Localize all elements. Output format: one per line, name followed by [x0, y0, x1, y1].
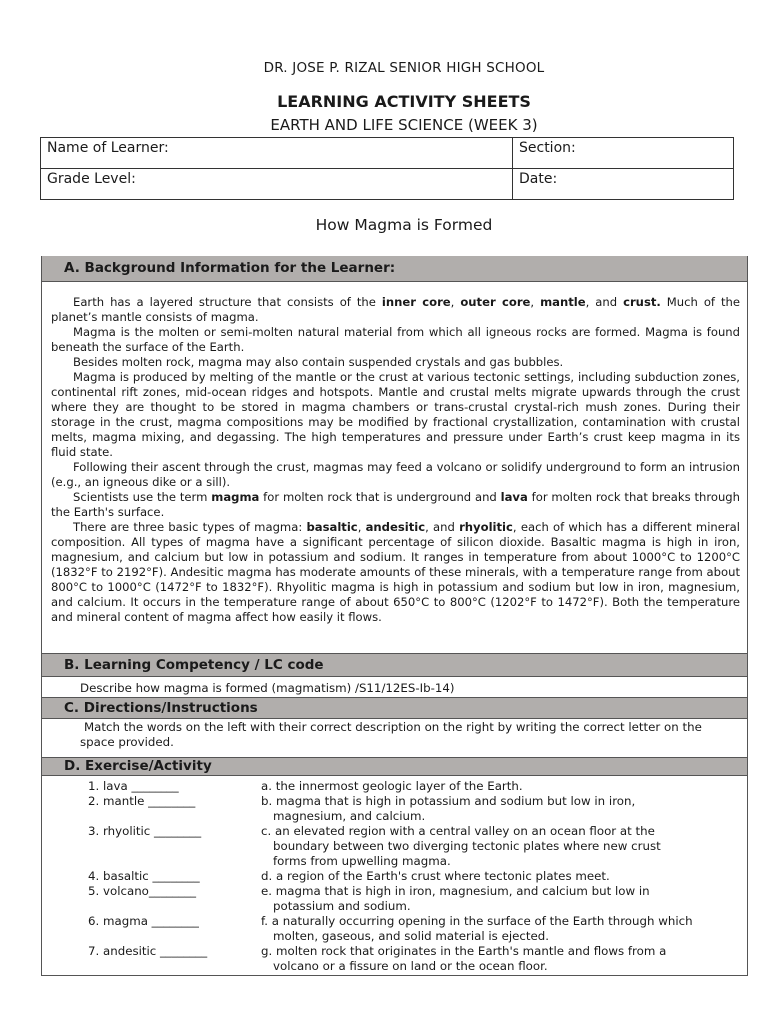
directions-text: Match the words on the left with their correct description on the right by writing the correct letter on the space provided. — [80, 720, 702, 749]
item-description: c. an elevated region with a central valley on an ocean floor at the boundary between two diverging tectonic plates where new crust forms from upwelling magma. — [261, 824, 661, 868]
paragraph-ascent: Following their ascent through the crust, magmas may feed a volcano or solidify underground to form an intrusion (e.g., an igneous dike or a sill). — [51, 460, 740, 489]
document-subtitle: EARTH AND LIFE SCIENCE (WEEK 3) — [270, 116, 538, 134]
school-name: DR. JOSE P. RIZAL SENIOR HIGH SCHOOL — [263, 60, 545, 76]
item-description: g. molten rock that originates in the Earth's mantle and flows from a volcano or a fissure on land or the ocean floor. — [261, 944, 667, 973]
name-label: Name of Learner: — [47, 140, 169, 156]
item-word[interactable]: 3. rhyolitic ________ — [88, 824, 202, 838]
section-d-heading: D. Exercise/Activity — [42, 757, 747, 776]
exercise-item — [42, 884, 747, 914]
background-information — [51, 295, 740, 625]
exercise-item — [42, 914, 747, 944]
item-word[interactable]: 6. magma ________ — [88, 914, 199, 928]
learner-info-table — [40, 137, 734, 200]
section-label: Section: — [519, 140, 576, 156]
document-title: LEARNING ACTIVITY SHEETS — [277, 92, 531, 111]
item-description: e. magma that is high in iron, magnesium, and calcium but low in potassium and sodium. — [261, 884, 650, 913]
paragraph-contents: Besides molten rock, magma may also contain suspended crystals and gas bubbles. — [73, 355, 564, 369]
exercise-item — [42, 794, 747, 824]
topic-title: How Magma is Formed — [315, 216, 493, 234]
exercise-item — [42, 824, 747, 869]
paragraph-magma-lava: Scientists use the term magma for molten rock that is underground and lava for molten rock that breaks through the Earth's surface. — [51, 490, 741, 519]
paragraph-types: There are three basic types of magma: basaltic, andesitic, and rhyolitic, each of which has a different mineral composition. All types of magma have a significant percentage of silicon dioxide. Basaltic magma is high in iron, magnesium, and calcium but low in potassium and sodium. It ranges in temperature from about 1000°C to 1200°C (1832°F to 2192°F). Andesitic magma has moderate amounts of these minerals, with a temperature range from about 800°C to 1000°C (1472°F to 1832°F). Rhyolitic magma is high in potassium and sodium but low in iron, magnesium, and calcium. It occurs in the temperature range of about 650°C to 800°C (1202°F to 1472°F). Both the temperature and mineral content of magma affect how easily it flows. — [51, 520, 741, 624]
section-field[interactable] — [513, 138, 734, 169]
grade-label: Grade Level: — [47, 171, 136, 187]
matching-exercise — [42, 779, 747, 974]
exercise-item — [42, 944, 747, 974]
section-b-heading: B. Learning Competency / LC code — [42, 653, 747, 677]
exercise-item — [42, 779, 747, 794]
section-c-heading: C. Directions/Instructions — [42, 697, 747, 719]
item-description: b. magma that is high in potassium and sodium but low in iron, magnesium, and calcium. — [261, 794, 636, 823]
item-description: d. a region of the Earth's crust where tectonic plates meet. — [261, 869, 610, 883]
date-label: Date: — [519, 171, 558, 187]
paragraph-layers: Earth has a layered structure that consists of the inner core, outer core, mantle, and crust. Much of the planet’s mantle consists of magma. — [51, 295, 740, 324]
paragraph-production: Magma is produced by melting of the mantle or the crust at various tectonic settings, including subduction zones, continental rift zones, mid-ocean ridges and hotspots. Mantle and crustal melts migrate upwards through the crust where they are thought to be stored in magma chambers or trans-crustal crystal-rich mush zones. During their storage in the crust, magma compositions may be modified by fractional crystallization, contamination with crustal melts, magma mixing, and degassing. The high temperatures and pressure under Earth’s crust keep magma in its fluid state. — [51, 370, 740, 459]
learning-competency-text: Describe how magma is formed (magmatism) /S11/12ES-Ib-14) — [80, 681, 455, 695]
item-description: a. the innermost geologic layer of the Earth. — [261, 779, 523, 793]
grade-level-field[interactable] — [41, 169, 513, 200]
activity-box — [41, 256, 748, 976]
name-of-learner-field[interactable] — [41, 138, 513, 169]
item-description: f. a naturally occurring opening in the surface of the Earth through which molten, gaseous, and solid material is ejected. — [261, 914, 693, 943]
paragraph-definition: Magma is the molten or semi-molten natural material from which all igneous rocks are formed. Magma is found beneath the surface of the Earth. — [51, 325, 740, 354]
item-word[interactable]: 5. volcano________ — [88, 884, 197, 898]
item-word[interactable]: 1. lava ________ — [88, 779, 179, 793]
section-a-heading: A. Background Information for the Learner: — [42, 256, 747, 282]
item-word[interactable]: 2. mantle ________ — [88, 794, 196, 808]
item-word[interactable]: 4. basaltic ________ — [88, 869, 200, 883]
item-word[interactable]: 7. andesitic ________ — [88, 944, 208, 958]
exercise-item — [42, 869, 747, 884]
date-field[interactable] — [513, 169, 734, 200]
